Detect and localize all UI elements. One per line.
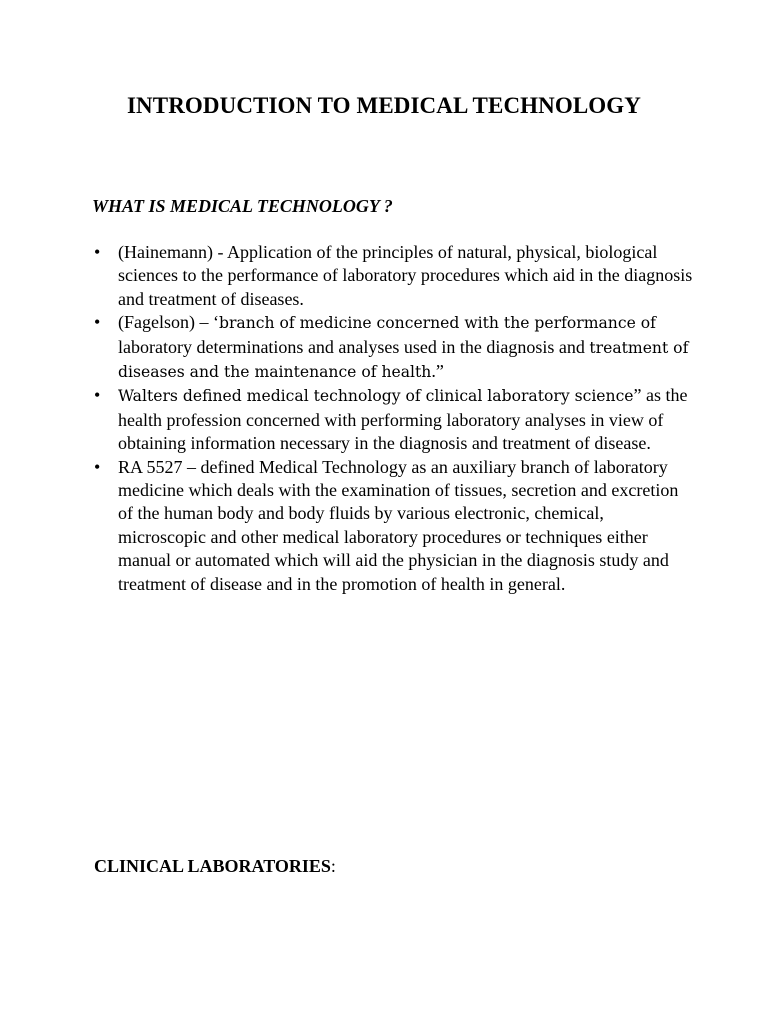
list-item [93, 384, 693, 455]
clinical-heading-colon: : [330, 856, 336, 876]
list-item [93, 241, 693, 311]
list-item [93, 311, 693, 384]
definition-list [93, 241, 693, 596]
bullet-text: ” as the health profession concerned with performing laboratory analyses in view of obtaining information necessary in the diagnosis and treatment of disease. [118, 385, 688, 454]
list-item [93, 456, 693, 596]
clinical-heading-text: CLINICAL LABORATORIES [94, 856, 331, 876]
bullet-text: RA 5527 – defined Medical Technology as an auxiliary branch of laboratory medicine which deals with the examination of tissues, secretion and excretion of the human body and body fluids by various electronic, chemical, microscopic and other medical laboratory procedures or techniques either manual or automated which will aid the physician in the diagnosis study and treatment of disease and in the promotion of health in general. [118, 456, 679, 594]
bullet-text-quote: branch of medicine concerned with the performance of [218, 314, 656, 333]
bullet-text: laboratory determinations and analyses used in the diagnosis and [118, 336, 590, 357]
clinical-laboratories-heading [94, 856, 336, 877]
bullet-icon: • [94, 456, 101, 477]
bullet-text: (Hainemann) - Application of the principles of natural, physical, biological sciences to the performance of laboratory procedures which aid in the diagnosis and treatment of diseases. [118, 242, 693, 309]
bullet-icon: • [94, 312, 101, 333]
section-heading: WHAT IS MEDICAL TECHNOLOGY ? [92, 196, 393, 216]
document-title: INTRODUCTION TO MEDICAL TECHNOLOGY [127, 93, 641, 118]
bullet-text-quote: treatment of diseases and the maintenance of health [118, 338, 689, 382]
bullet-icon: • [94, 385, 101, 406]
bullet-text: .” [431, 361, 444, 382]
bullet-text-quote: Walters defined medical technology of clinical laboratory science [118, 387, 634, 406]
bullet-icon: • [94, 242, 101, 262]
bullet-text: (Fagelson) – ‘ [118, 312, 219, 333]
